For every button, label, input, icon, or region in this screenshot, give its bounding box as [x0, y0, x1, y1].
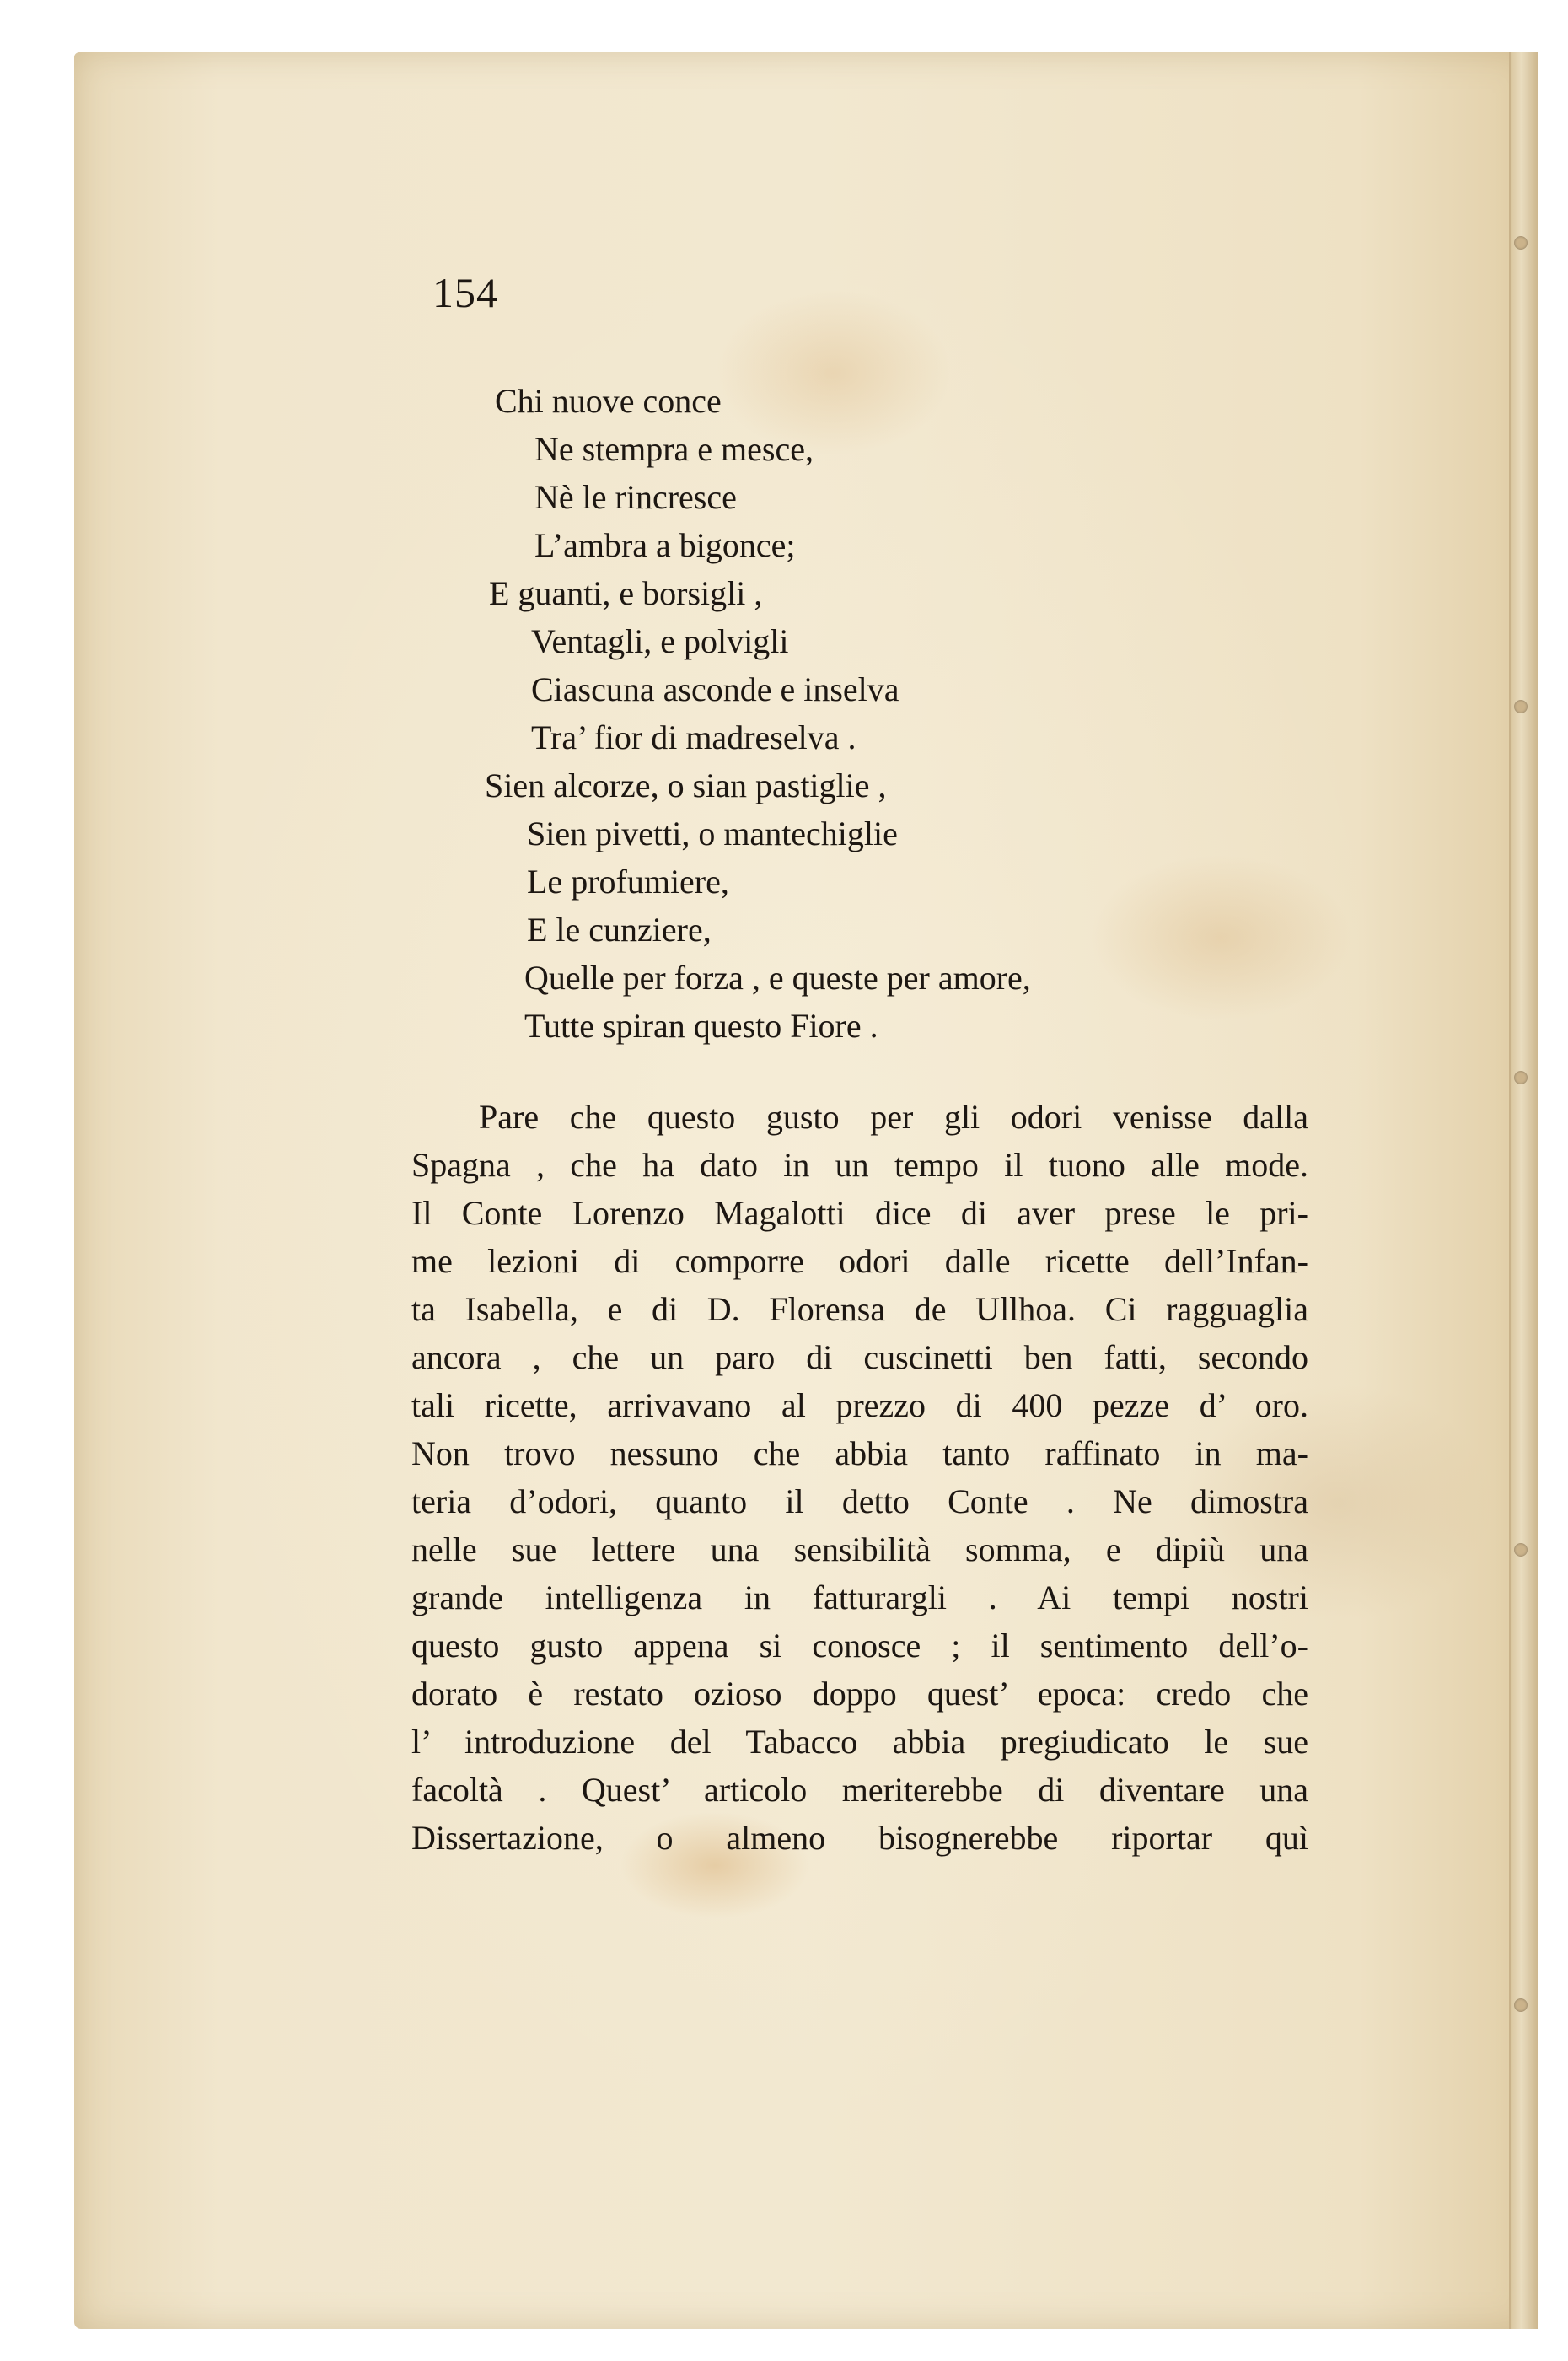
prose-line: ancora , che un paro di cuscinetti ben fatti, secondo: [411, 1338, 1308, 1376]
prose-line: nelle sue lettere una sensibilità somma, e dipiù una: [411, 1530, 1308, 1568]
prose-line: Spagna , che ha dato in un tempo il tuono alle mode.: [411, 1146, 1308, 1184]
verse-line: Chi nuove conce: [495, 382, 722, 420]
verse-line: Ciascuna asconde e inselva: [531, 670, 899, 708]
binding-stitch: [1514, 700, 1528, 713]
verse-line: E guanti, e borsigli ,: [489, 574, 763, 612]
verse-line: L’ambra a bigonce;: [534, 526, 796, 564]
verse-line: Sien pivetti, o mantechiglie: [527, 815, 898, 852]
prose-line: teria d’odori, quanto il detto Conte . Ne dimostra: [411, 1482, 1308, 1520]
prose-line: Il Conte Lorenzo Magalotti dice di aver prese le pri-: [411, 1194, 1308, 1232]
prose-line: Dissertazione, o almeno bisognerebbe riportar quì: [411, 1819, 1308, 1857]
prose-line: l’ introduzione del Tabacco abbia pregiudicato le sue: [411, 1723, 1308, 1761]
prose-line: dorato è restato ozioso doppo quest’ epoca: credo che: [411, 1675, 1308, 1713]
prose-line: questo gusto appena si conosce ; il sentimento dell’o-: [411, 1627, 1308, 1665]
binding-stitch: [1514, 1071, 1528, 1084]
verse-line: E le cunziere,: [527, 911, 712, 949]
prose-line: me lezioni di comporre odori dalle ricette dell’Infan-: [411, 1242, 1308, 1280]
page-number: 154: [432, 269, 498, 316]
verse-line: Nè le rincresce: [534, 478, 737, 516]
verse-line: Le profumiere,: [527, 863, 729, 901]
verse-line: Tutte spiran questo Fiore .: [524, 1007, 878, 1045]
binding-stitch: [1514, 236, 1528, 250]
binding-stitch: [1514, 1998, 1528, 2012]
verse-line: Quelle per forza , e queste per amore,: [524, 959, 1031, 997]
prose-line: Pare che questo gusto per gli odori venisse dalla: [479, 1098, 1308, 1136]
prose-line: tali ricette, arrivavano al prezzo di 400 pezze d’ oro.: [411, 1386, 1308, 1424]
verse-line: Ne stempra e mesce,: [534, 430, 814, 468]
prose-line: facoltà . Quest’ articolo meriterebbe di diventare una: [411, 1771, 1308, 1809]
verse-line: Sien alcorze, o sian pastiglie ,: [485, 766, 887, 804]
prose-line: ta Isabella, e di D. Florensa de Ullhoa. Ci ragguaglia: [411, 1290, 1308, 1328]
verse-line: Ventagli, e polvigli: [531, 622, 789, 660]
verse-line: Tra’ fior di madreselva .: [531, 718, 856, 756]
binding-stitch: [1514, 1543, 1528, 1557]
prose-line: Non trovo nessuno che abbia tanto raffinato in ma-: [411, 1434, 1308, 1472]
binding-fold: [1509, 52, 1538, 2329]
prose-line: grande intelligenza in fatturargli . Ai tempi nostri: [411, 1578, 1308, 1616]
